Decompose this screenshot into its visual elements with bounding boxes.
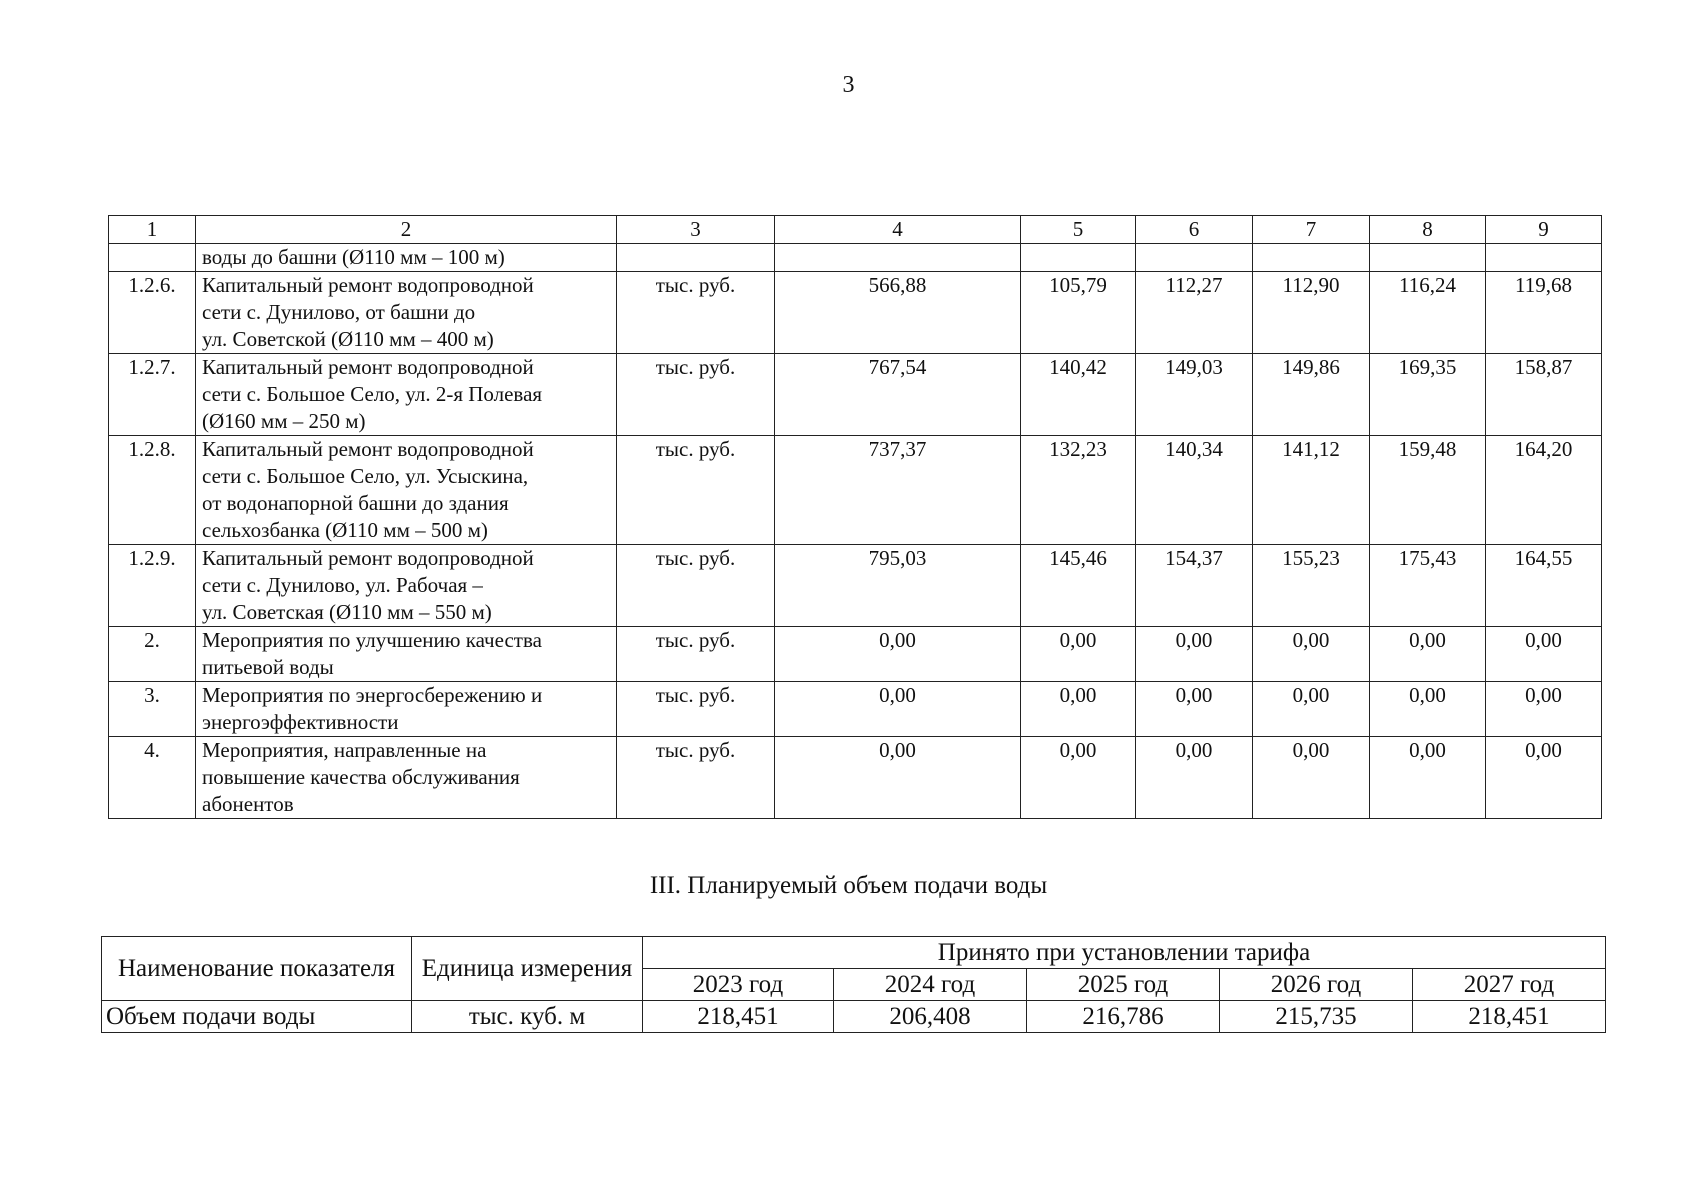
description-line: (Ø160 мм – 250 м) <box>202 409 366 433</box>
table-row <box>109 436 1602 545</box>
row-unit: тыс. руб. <box>617 682 775 737</box>
row-description <box>196 436 617 545</box>
column-header: 9 <box>1486 216 1602 244</box>
row-value: 218,451 <box>1413 1001 1606 1033</box>
row-value: 155,23 <box>1253 545 1370 627</box>
description-line: энергоэффективности <box>202 710 399 734</box>
row-value: 0,00 <box>775 627 1021 682</box>
table-cell <box>1253 244 1370 272</box>
description-line: от водонапорной башни до здания <box>202 491 509 515</box>
row-value: 0,00 <box>1486 627 1602 682</box>
column-header: 1 <box>109 216 196 244</box>
row-value: 0,00 <box>1486 682 1602 737</box>
row-value: 132,23 <box>1021 436 1136 545</box>
description-line: Мероприятия по улучшению качества <box>202 628 542 652</box>
row-value: 0,00 <box>1253 737 1370 819</box>
row-value: 0,00 <box>1021 737 1136 819</box>
row-value: 0,00 <box>1136 682 1253 737</box>
row-value: 0,00 <box>775 682 1021 737</box>
row-value: 164,55 <box>1486 545 1602 627</box>
row-value: 0,00 <box>1253 682 1370 737</box>
row-value: 0,00 <box>1021 627 1136 682</box>
description-line: питьевой воды <box>202 655 334 679</box>
row-value: 0,00 <box>1136 627 1253 682</box>
description-line: абонентов <box>202 792 294 816</box>
table-cell <box>1136 244 1253 272</box>
table-cell <box>1486 244 1602 272</box>
row-value: 0,00 <box>1136 737 1253 819</box>
description-line: Капитальный ремонт водопроводной <box>202 546 534 570</box>
row-description <box>196 272 617 354</box>
column-header: 4 <box>775 216 1021 244</box>
table-header-row <box>109 216 1602 244</box>
description-line: Капитальный ремонт водопроводной <box>202 355 534 379</box>
row-value: 158,87 <box>1486 354 1602 436</box>
row-number: 2. <box>109 627 196 682</box>
row-description <box>196 682 617 737</box>
description-line: Мероприятия по энергосбережению и <box>202 683 543 707</box>
row-value: 0,00 <box>775 737 1021 819</box>
continuation-text: воды до башни (Ø110 мм – 100 м) <box>196 244 617 272</box>
column-header: 7 <box>1253 216 1370 244</box>
row-value: 149,86 <box>1253 354 1370 436</box>
row-value: 566,88 <box>775 272 1021 354</box>
row-value: 154,37 <box>1136 545 1253 627</box>
description-line: сети с. Большое Село, ул. Усыскина, <box>202 464 529 488</box>
column-header: 5 <box>1021 216 1136 244</box>
row-value: 767,54 <box>775 354 1021 436</box>
description-line: Капитальный ремонт водопроводной <box>202 273 534 297</box>
description-line: Мероприятия, направленные на <box>202 738 487 762</box>
row-value: 737,37 <box>775 436 1021 545</box>
description-line: ул. Советская (Ø110 мм – 550 м) <box>202 600 492 624</box>
row-value: 0,00 <box>1370 627 1486 682</box>
header-tariff-group: Принято при установлении тарифа <box>643 937 1606 969</box>
row-value: 159,48 <box>1370 436 1486 545</box>
row-unit: тыс. руб. <box>617 545 775 627</box>
row-value: 206,408 <box>834 1001 1027 1033</box>
table-row <box>109 354 1602 436</box>
row-value: 0,00 <box>1253 627 1370 682</box>
table-cell <box>109 244 196 272</box>
year-header: 2026 год <box>1220 969 1413 1001</box>
table-row <box>102 1001 1606 1033</box>
description-line: сельхозбанка (Ø110 мм – 500 м) <box>202 518 488 542</box>
row-value: 218,451 <box>643 1001 834 1033</box>
column-header: 8 <box>1370 216 1486 244</box>
water-supply-table <box>101 936 1606 1033</box>
year-header: 2023 год <box>643 969 834 1001</box>
row-unit: тыс. руб. <box>617 354 775 436</box>
row-value: 141,12 <box>1253 436 1370 545</box>
column-header: 3 <box>617 216 775 244</box>
row-name: Объем подачи воды <box>102 1001 412 1033</box>
description-line: Капитальный ремонт водопроводной <box>202 437 534 461</box>
row-description <box>196 627 617 682</box>
row-number: 1.2.6. <box>109 272 196 354</box>
section-title: III. Планируемый объем подачи воды <box>649 872 1048 899</box>
table-cell <box>1021 244 1136 272</box>
description-line: сети с. Дунилово, ул. Рабочая – <box>202 573 483 597</box>
table-cell <box>617 244 775 272</box>
column-header: 2 <box>196 216 617 244</box>
row-value: 169,35 <box>1370 354 1486 436</box>
row-number: 1.2.9. <box>109 545 196 627</box>
row-value: 164,20 <box>1486 436 1602 545</box>
column-header: 6 <box>1136 216 1253 244</box>
continuation-row <box>109 244 1602 272</box>
table-row <box>109 627 1602 682</box>
row-value: 105,79 <box>1021 272 1136 354</box>
row-value: 0,00 <box>1370 682 1486 737</box>
table-row <box>109 545 1602 627</box>
row-unit: тыс. руб. <box>617 627 775 682</box>
table-cell <box>775 244 1021 272</box>
page-number: 3 <box>842 72 855 98</box>
table-header-row <box>102 937 1606 969</box>
year-header: 2025 год <box>1027 969 1220 1001</box>
row-value: 116,24 <box>1370 272 1486 354</box>
row-value: 175,43 <box>1370 545 1486 627</box>
row-description <box>196 737 617 819</box>
header-unit: Единица измерения <box>412 937 643 1001</box>
row-value: 0,00 <box>1486 737 1602 819</box>
description-line: сети с. Большое Село, ул. 2-я Полевая <box>202 382 543 406</box>
row-number: 1.2.7. <box>109 354 196 436</box>
year-header: 2024 год <box>834 969 1027 1001</box>
table-row <box>109 737 1602 819</box>
table-row <box>109 682 1602 737</box>
row-number: 1.2.8. <box>109 436 196 545</box>
row-unit: тыс. руб. <box>617 737 775 819</box>
row-value: 215,735 <box>1220 1001 1413 1033</box>
row-unit: тыс. руб. <box>617 436 775 545</box>
row-number: 4. <box>109 737 196 819</box>
row-unit: тыс. руб. <box>617 272 775 354</box>
row-value: 149,03 <box>1136 354 1253 436</box>
row-value: 0,00 <box>1021 682 1136 737</box>
investment-table <box>108 215 1602 819</box>
header-indicator-name: Наименование показателя <box>102 937 412 1001</box>
row-number: 3. <box>109 682 196 737</box>
description-line: повышение качества обслуживания <box>202 765 520 789</box>
row-value: 140,34 <box>1136 436 1253 545</box>
row-value: 112,27 <box>1136 272 1253 354</box>
row-value: 145,46 <box>1021 545 1136 627</box>
row-value: 140,42 <box>1021 354 1136 436</box>
year-header: 2027 год <box>1413 969 1606 1001</box>
row-description <box>196 354 617 436</box>
row-value: 112,90 <box>1253 272 1370 354</box>
table-row <box>109 272 1602 354</box>
row-value: 0,00 <box>1370 737 1486 819</box>
table-cell <box>1370 244 1486 272</box>
row-value: 216,786 <box>1027 1001 1220 1033</box>
row-unit: тыс. куб. м <box>412 1001 643 1033</box>
description-line: ул. Советской (Ø110 мм – 400 м) <box>202 327 494 351</box>
row-value: 119,68 <box>1486 272 1602 354</box>
row-description <box>196 545 617 627</box>
description-line: сети с. Дунилово, от башни до <box>202 300 476 324</box>
row-value: 795,03 <box>775 545 1021 627</box>
